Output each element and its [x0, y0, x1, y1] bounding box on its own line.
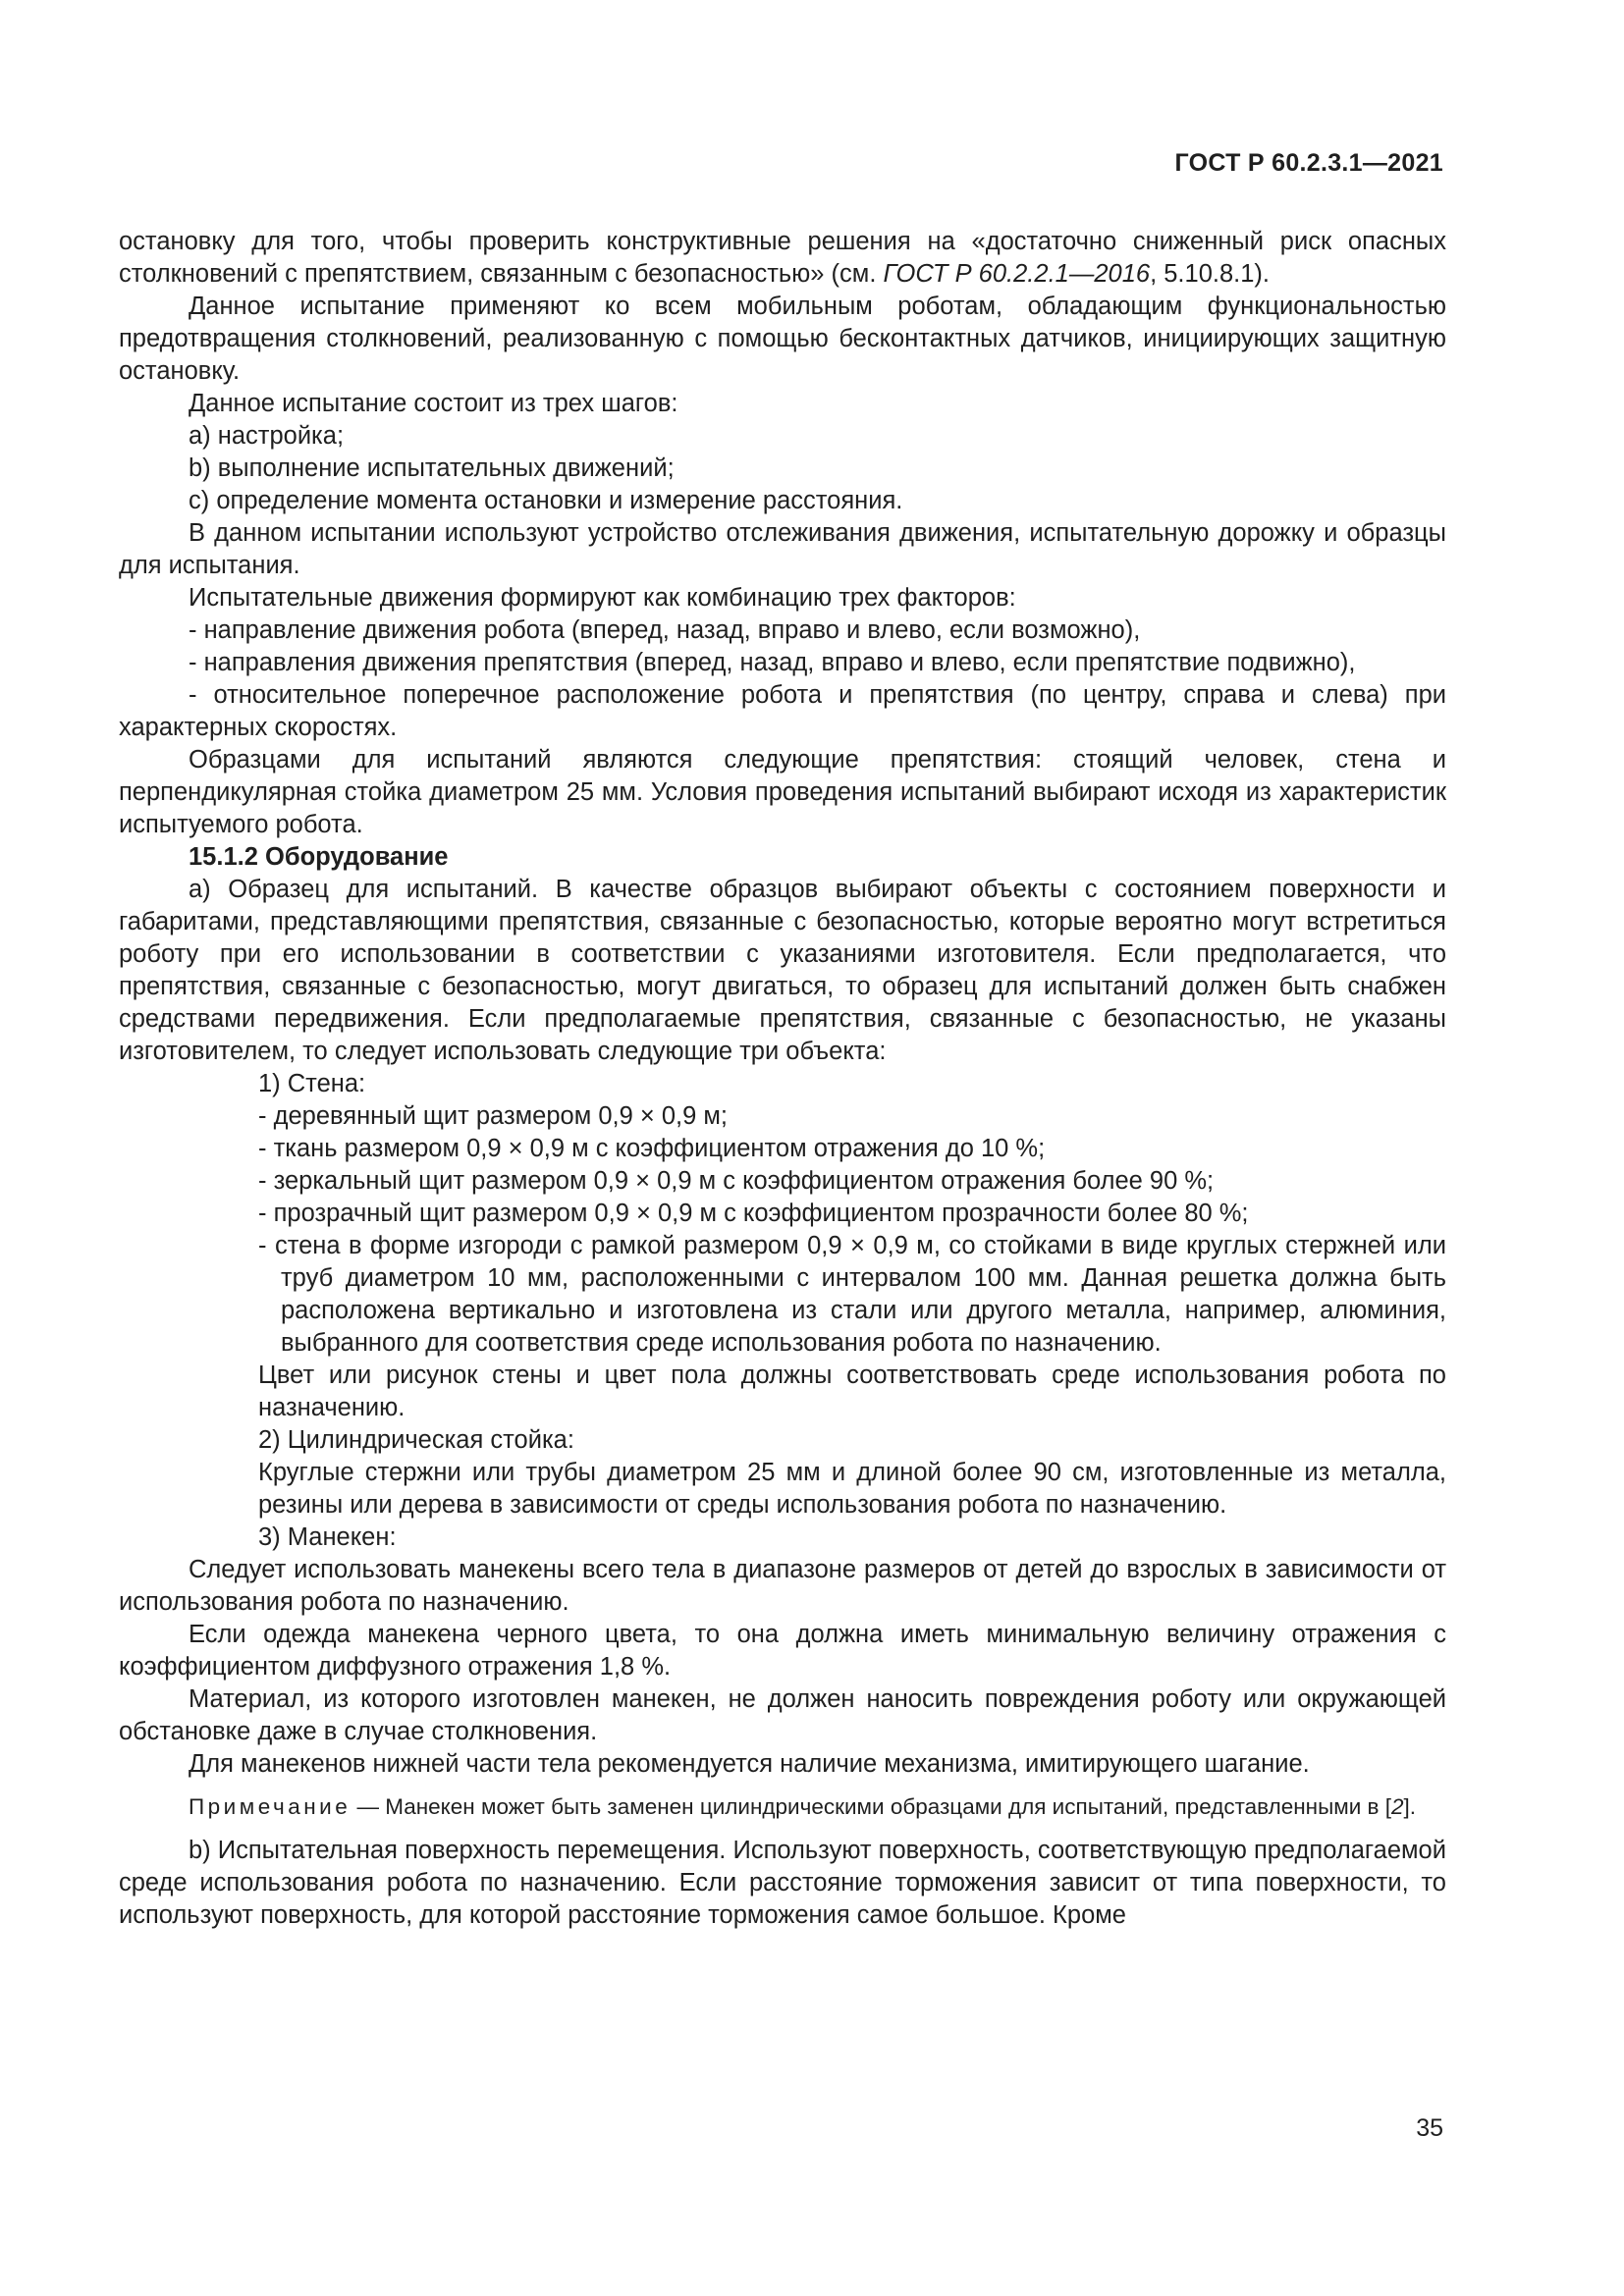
- list-item: - направление движения робота (вперед, назад, вправо и влево, если возможно),: [189, 616, 1141, 644]
- list-item: - относительное поперечное расположение робота и препятствия (по центру, справа и слева) при характерных скоростях.: [119, 681, 1446, 741]
- paragraph: Данное испытание применяют ко всем мобильным роботам, обладающим функциональностью предотвращения столкновений, реализованную с помощью бесконтактных датчиков, инициирующих защитную остановку.: [119, 293, 1446, 385]
- list-item: - прозрачный щит размером 0,9 × 0,9 м с коэффициентом прозрачности более 80 %;: [258, 1200, 1249, 1227]
- paragraph: Для манекенов нижней части тела рекомендуется наличие механизма, имитирующего шагание.: [189, 1750, 1310, 1778]
- list-item: b) выполнение испытательных движений;: [189, 454, 675, 482]
- list-item: a) настройка;: [189, 422, 345, 450]
- list-item: - ткань размером 0,9 × 0,9 м с коэффициентом отражения до 10 %;: [258, 1135, 1046, 1162]
- bibliography-reference: 2: [1391, 1794, 1404, 1819]
- note: Примечание — Манекен может быть заменен цилиндрическими образцами для испытаний, представленными в [2].: [189, 1794, 1417, 1819]
- paragraph: a) Образец для испытаний. В качестве образцов выбирают объекты с состоянием поверхности и габаритами, представляющими препятствия, связанные с безопасностью, которые вероятно могут встретиться роботу при его использовании в соответствии с указаниями изготовителя. Если предполагается, что препятствия, связанные с безопасностью, могут двигаться, то образец для испытаний должен быть снабжен средствами передвижения. Если предполагаемые препятствия, связанные с безопасностью, не указаны изготовителем, то следует использовать следующие три объекта:: [119, 876, 1446, 1065]
- paragraph: Цвет или рисунок стены и цвет пола должны соответствовать среде использования робота по назначению.: [258, 1362, 1446, 1421]
- section-heading: 15.1.2 Оборудование: [189, 843, 449, 871]
- note-label: Примечание: [189, 1794, 352, 1819]
- list-item: - зеркальный щит размером 0,9 × 0,9 м с коэффициентом отражения более 90 %;: [258, 1167, 1215, 1195]
- list-item: 3) Манекен:: [258, 1523, 397, 1551]
- list-item: 1) Стена:: [258, 1070, 366, 1097]
- list-item: c) определение момента остановки и измерение расстояния.: [189, 487, 903, 514]
- paragraph: В данном испытании используют устройство отслеживания движения, испытательную дорожку и образцы для испытания.: [119, 519, 1446, 579]
- paragraph: Если одежда манекена черного цвета, то она должна иметь минимальную величину отражения с коэффициентом диффузного отражения 1,8 %.: [119, 1621, 1446, 1681]
- list-item: - деревянный щит размером 0,9 × 0,9 м;: [258, 1102, 729, 1130]
- paragraph: Следует использовать манекены всего тела в диапазоне размеров от детей до взрослых в зависимости от использования робота по назначению.: [119, 1556, 1446, 1616]
- standard-code-header: ГОСТ Р 60.2.3.1—2021: [1174, 149, 1443, 177]
- standard-reference: ГОСТ Р 60.2.2.1—2016: [883, 260, 1151, 288]
- page-number: 35: [1416, 2114, 1443, 2142]
- paragraph: Образцами для испытаний являются следующие препятствия: стоящий человек, стена и перпендикулярная стойка диаметром 25 мм. Условия проведения испытаний выбирают исходя из характеристик испытуемого робота.: [119, 746, 1446, 838]
- paragraph: b) Испытательная поверхность перемещения. Используют поверхность, соответствующую предполагаемой среде использования робота по назначению. Если расстояние торможения зависит от типа поверхности, то используют поверхность, для которой расстояние торможения самое большое. Кроме: [119, 1837, 1446, 1929]
- list-item: - стена в форме изгороди с рамкой размером 0,9 × 0,9 м, со стойками в виде круглых стержней или труб диаметром 10 мм, расположенными с интервалом 100 мм. Данная решетка должна быть расположена вертикально и изготовлена из стали или другого металла, например, алюминия, выбранного для соответствия среде использования робота по назначению.: [258, 1232, 1446, 1357]
- page-content: [119, 226, 1446, 1932]
- list-item: 2) Цилиндрическая стойка:: [258, 1426, 574, 1454]
- paragraph: Круглые стержни или трубы диаметром 25 мм и длиной более 90 см, изготовленные из металла, резины или дерева в зависимости от среды использования робота по назначению.: [258, 1459, 1446, 1519]
- paragraph: остановку для того, чтобы проверить конструктивные решения на «достаточно сниженный риск опасных столкновений с препятствием, связанным с безопасностью» (см. ГОСТ Р 60.2.2.1—2016, 5.10.8.1).: [119, 228, 1446, 288]
- paragraph: Материал, из которого изготовлен манекен, не должен наносить повреждения роботу или окружающей обстановке даже в случае столкновения.: [119, 1685, 1446, 1745]
- paragraph: Данное испытание состоит из трех шагов:: [189, 390, 678, 417]
- list-item: - направления движения препятствия (вперед, назад, вправо и влево, если препятствие подвижно),: [189, 649, 1356, 676]
- paragraph: Испытательные движения формируют как комбинацию трех факторов:: [189, 584, 1016, 612]
